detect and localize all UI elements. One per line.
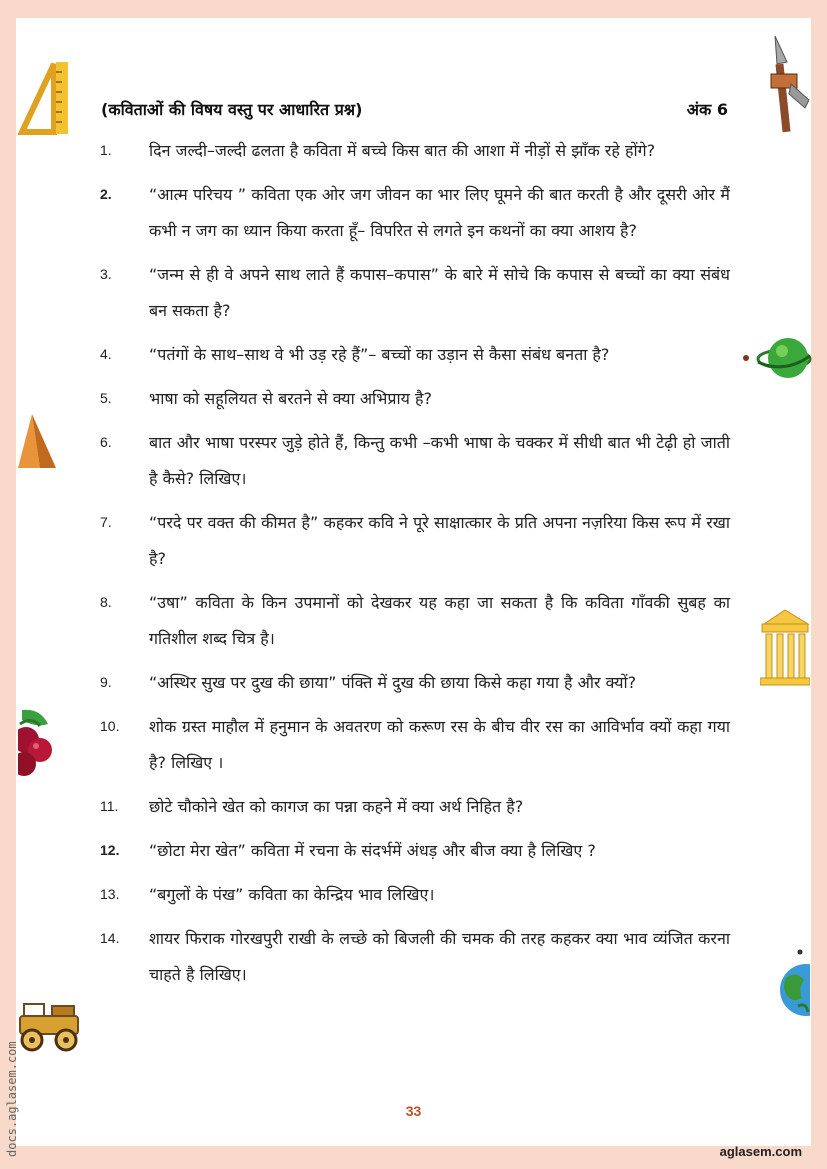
question-item bbox=[100, 709, 730, 781]
question-number: 7. bbox=[100, 514, 112, 530]
question-item bbox=[100, 585, 730, 657]
question-text: शायर फिराक गोरखपुरी राखी के लच्छे को बिजली की चमक की तरह कहकर क्या भाव व्यंजित करना चाहते है लिखिए। bbox=[149, 929, 730, 984]
planet-saturn-icon bbox=[740, 334, 812, 384]
question-number: 13. bbox=[100, 886, 120, 902]
ruler-triangle-icon bbox=[18, 58, 70, 136]
question-item bbox=[100, 425, 730, 497]
question-item bbox=[100, 833, 730, 869]
question-item bbox=[100, 505, 730, 577]
question-item bbox=[100, 921, 730, 993]
question-text: “परदे पर वक्त की कीमत है” कहकर कवि ने पूरे साक्षात्कार के प्रति अपना नज़रिया किस रूप में रखा है? bbox=[149, 513, 730, 568]
site-watermark: aglasem.com bbox=[719, 1144, 802, 1159]
question-number: 10. bbox=[100, 718, 120, 734]
question-number: 9. bbox=[100, 674, 112, 690]
question-item bbox=[100, 665, 730, 701]
question-text: शोक ग्रस्त माहौल में हनुमान के अवतरण को करूण रस के बीच वीर रस का आविर्भाव क्यों कहा गया है? लिखिए । bbox=[149, 717, 730, 772]
question-number: 11. bbox=[100, 798, 119, 814]
question-number: 6. bbox=[100, 434, 112, 450]
question-text: “जन्म से ही वे अपने साथ लाते हैं कपास–कपास” के बारे में सोचे कि कपास से बच्चों का क्या संबंध बन सकता है? bbox=[149, 265, 730, 320]
question-text: “पतंगों के साथ–साथ वे भी उड़ रहे हैं”– बच्चों का उड़ान से कैसा संबंध बनता है? bbox=[149, 345, 610, 364]
question-text: “अस्थिर सुख पर दुख की छाया” पंक्ति में दुख की छाया किसे कहा गया है और क्यों? bbox=[149, 673, 637, 692]
question-list bbox=[100, 133, 730, 1001]
globe-icon bbox=[778, 948, 810, 1020]
section-header bbox=[101, 98, 728, 120]
question-number: 3. bbox=[100, 266, 112, 282]
question-number: 14. bbox=[100, 930, 120, 946]
question-text: दिन जल्दी–जल्दी ढलता है कविता में बच्चे किस बात की आशा में नीड़ों से झाँक रहे होंगे? bbox=[149, 141, 656, 160]
question-item bbox=[100, 177, 730, 249]
question-text: “आत्म परिचय ” कविता एक ओर जग जीवन का भार लिए घूमने की बात करती है और दूसरी ओर मैं कभी न जग का ध्यान किया करता हूँ– विपरित से लगते इन कथनों का क्या आशय है? bbox=[149, 185, 730, 240]
side-url-watermark: docs.aglasem.com bbox=[5, 1041, 19, 1157]
question-text: “बगुलों के पंख” कविता का केन्द्रिय भाव लिखिए। bbox=[149, 885, 435, 904]
marks-label: अंक 6 bbox=[686, 100, 728, 119]
greek-temple-icon bbox=[760, 608, 810, 686]
fruit-icon bbox=[18, 706, 58, 778]
question-text: “छोटा मेरा खेत” कविता में रचना के संदर्भमें अंधड़ और बीज क्या है लिखिए ? bbox=[149, 841, 596, 860]
question-number: 4. bbox=[100, 346, 112, 362]
page-number: 33 bbox=[405, 1103, 422, 1119]
question-text: बात और भाषा परस्पर जुड़े होते हैं, किन्तु कभी –कभी भाषा के चक्कर में सीधी बात भी टेढ़ी हो जाती है कैसे? लिखिए। bbox=[149, 433, 730, 488]
question-text: “उषा” कविता के किन उपमानों को देखकर यह कहा जा सकता है कि कविता गाँवकी सुबह का गतिशील शब्द चित्र है। bbox=[149, 593, 730, 648]
question-text: छोटे चौकोने खेत को कागज का पन्ना कहने में क्या अर्थ निहित है? bbox=[149, 797, 524, 816]
vintage-car-icon bbox=[18, 998, 84, 1056]
pyramid-icon bbox=[18, 412, 58, 470]
question-item bbox=[100, 877, 730, 913]
question-number: 8. bbox=[100, 594, 112, 610]
question-item bbox=[100, 381, 730, 417]
question-item bbox=[100, 789, 730, 825]
question-number: 1. bbox=[100, 142, 112, 158]
question-item bbox=[100, 133, 730, 169]
question-text: भाषा को सहूलियत से बरतने से क्या अभिप्राय है? bbox=[149, 389, 433, 408]
question-number: 5. bbox=[100, 390, 112, 406]
question-item bbox=[100, 337, 730, 373]
section-title: (कविताओं की विषय वस्तु पर आधारित प्रश्न) bbox=[101, 100, 363, 119]
question-number: 2. bbox=[100, 186, 112, 202]
question-item bbox=[100, 257, 730, 329]
stone-axe-icon bbox=[765, 34, 811, 134]
question-number: 12. bbox=[100, 842, 120, 858]
